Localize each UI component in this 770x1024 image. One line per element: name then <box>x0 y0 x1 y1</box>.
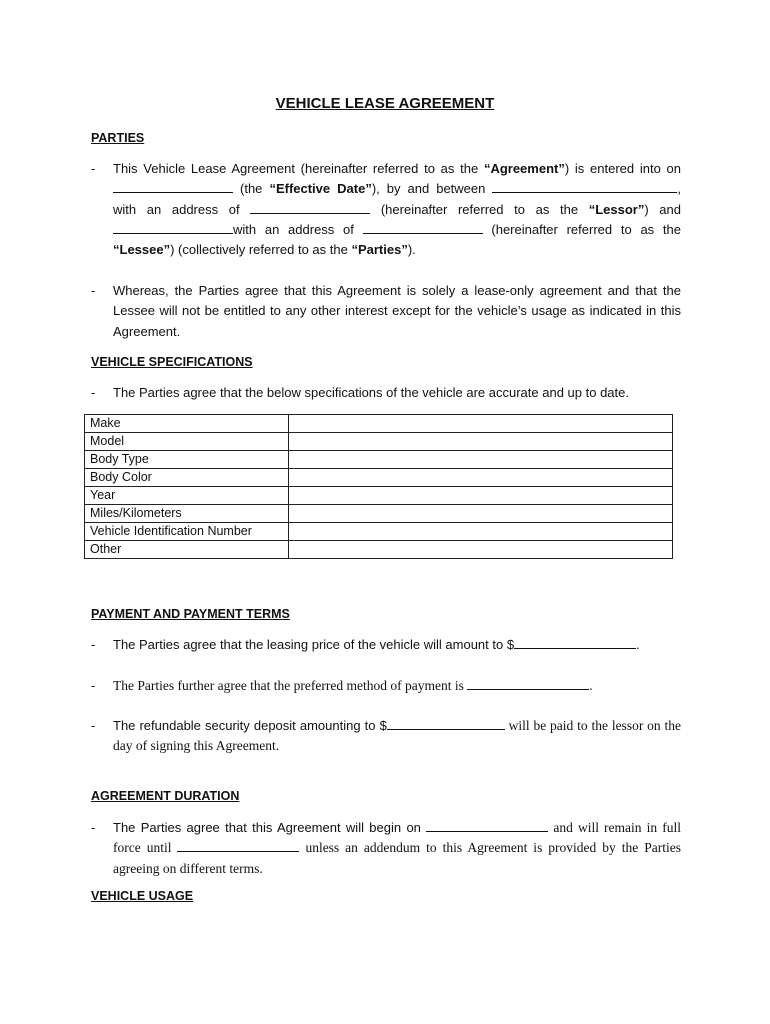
lessee-name-blank[interactable] <box>113 221 233 234</box>
spec-value-cell[interactable] <box>289 523 673 541</box>
clause-text: (hereinafter referred to as the <box>482 221 681 237</box>
clause-text: , with an address of <box>113 181 682 217</box>
end-date-blank[interactable] <box>177 839 299 852</box>
spec-row <box>85 415 673 433</box>
security-deposit-blank[interactable] <box>387 717 505 730</box>
term-lessee: “Lessee” <box>113 242 171 258</box>
lessee-address-blank[interactable] <box>363 221 483 234</box>
clause-text: The Parties further agree that the preferred method of payment is <box>113 678 468 693</box>
spec-label: Body Type <box>85 451 289 469</box>
term-lessor: “Lessor” <box>588 201 645 217</box>
spec-row <box>85 451 673 469</box>
clause-text: and will remain in full force until <box>113 820 681 856</box>
bullet-dash: - <box>91 637 96 652</box>
payment-clause-2 <box>91 676 681 696</box>
section-heading-vehicle-specifications: VEHICLE SPECIFICATIONS <box>91 355 253 369</box>
spec-label: Miles/Kilometers <box>85 505 289 523</box>
payment-method-blank[interactable] <box>467 677 589 690</box>
bullet-dash: - <box>91 678 96 693</box>
bullet-dash: - <box>91 161 96 176</box>
clause-text: ), by and between <box>371 181 493 197</box>
spec-row <box>85 433 673 451</box>
effective-date-blank[interactable] <box>113 180 233 193</box>
spec-label: Model <box>85 433 289 451</box>
bullet-dash: - <box>91 820 96 835</box>
spec-value-cell[interactable] <box>289 415 673 433</box>
spec-label: Other <box>85 541 289 559</box>
clause-text: The Parties agree that the below specifications of the vehicle are accurate and up to date. <box>113 385 629 400</box>
document-title: VEHICLE LEASE AGREEMENT <box>275 95 495 112</box>
term-parties: “Parties” <box>351 242 408 258</box>
spec-value-cell[interactable] <box>289 451 673 469</box>
spec-label: Vehicle Identification Number <box>85 523 289 541</box>
lessor-address-blank[interactable] <box>250 201 370 214</box>
clause-text: ) (collectively referred to as the <box>170 242 352 258</box>
section-heading-agreement-duration: AGREEMENT DURATION <box>91 789 240 803</box>
term-effective-date: “Effective Date” <box>269 181 372 197</box>
clause-text: . <box>636 637 640 652</box>
spec-label: Year <box>85 487 289 505</box>
leasing-price-blank[interactable] <box>514 636 636 649</box>
specs-clause-1 <box>91 383 681 403</box>
start-date-blank[interactable] <box>426 819 548 832</box>
spec-row <box>85 469 673 487</box>
vehicle-spec-table <box>84 414 673 559</box>
clause-text: ) is entered into on <box>564 161 681 176</box>
section-heading-payment: PAYMENT AND PAYMENT TERMS <box>91 607 290 621</box>
payment-clause-3 <box>91 716 681 757</box>
term-agreement: “Agreement” <box>483 161 565 176</box>
spec-label: Body Color <box>85 469 289 487</box>
spec-row <box>85 487 673 505</box>
clause-text: The Parties agree that this Agreement will begin on <box>113 820 427 835</box>
payment-clause-1 <box>91 635 681 655</box>
clause-text: This Vehicle Lease Agreement (hereinafter referred to as the <box>113 161 484 176</box>
bullet-dash: - <box>91 283 96 298</box>
clause-text: unless an addendum to this Agreement is provided by the Parties agreeing on different terms. <box>113 840 681 876</box>
clause-text: ). <box>407 242 416 258</box>
lessor-name-blank[interactable] <box>492 180 677 193</box>
spec-value-cell[interactable] <box>289 541 673 559</box>
clause-text: with an address of <box>233 221 363 237</box>
parties-clause-1 <box>91 159 681 260</box>
clause-text: Whereas, the Parties agree that this Agreement is solely a lease-only agreement and that the Lessee will not be entitled to any other interest except for the vehicle’s usage as indicated in this Agreement. <box>113 283 681 339</box>
spec-value-cell[interactable] <box>289 469 673 487</box>
clause-text: will be paid to the lessor on the day of signing this Agreement. <box>113 718 681 754</box>
duration-clause-1 <box>91 818 681 879</box>
bullet-dash: - <box>91 718 96 733</box>
spec-row <box>85 523 673 541</box>
section-heading-vehicle-usage: VEHICLE USAGE <box>91 889 194 903</box>
clause-text: (the <box>233 181 270 197</box>
bullet-dash: - <box>91 385 96 400</box>
spec-label: Make <box>85 415 289 433</box>
section-heading-parties: PARTIES <box>91 131 145 145</box>
parties-clause-2 <box>91 281 681 342</box>
spec-row <box>85 505 673 523</box>
spec-value-cell[interactable] <box>289 505 673 523</box>
spec-value-cell[interactable] <box>289 433 673 451</box>
spec-value-cell[interactable] <box>289 487 673 505</box>
clause-text: ) and <box>644 201 681 217</box>
spec-row <box>85 541 673 559</box>
clause-text: . <box>589 678 593 693</box>
clause-text: (hereinafter referred to as the <box>370 201 589 217</box>
clause-text: The refundable security deposit amounting to $ <box>113 718 387 733</box>
clause-text: The Parties agree that the leasing price of the vehicle will amount to $ <box>113 637 515 652</box>
